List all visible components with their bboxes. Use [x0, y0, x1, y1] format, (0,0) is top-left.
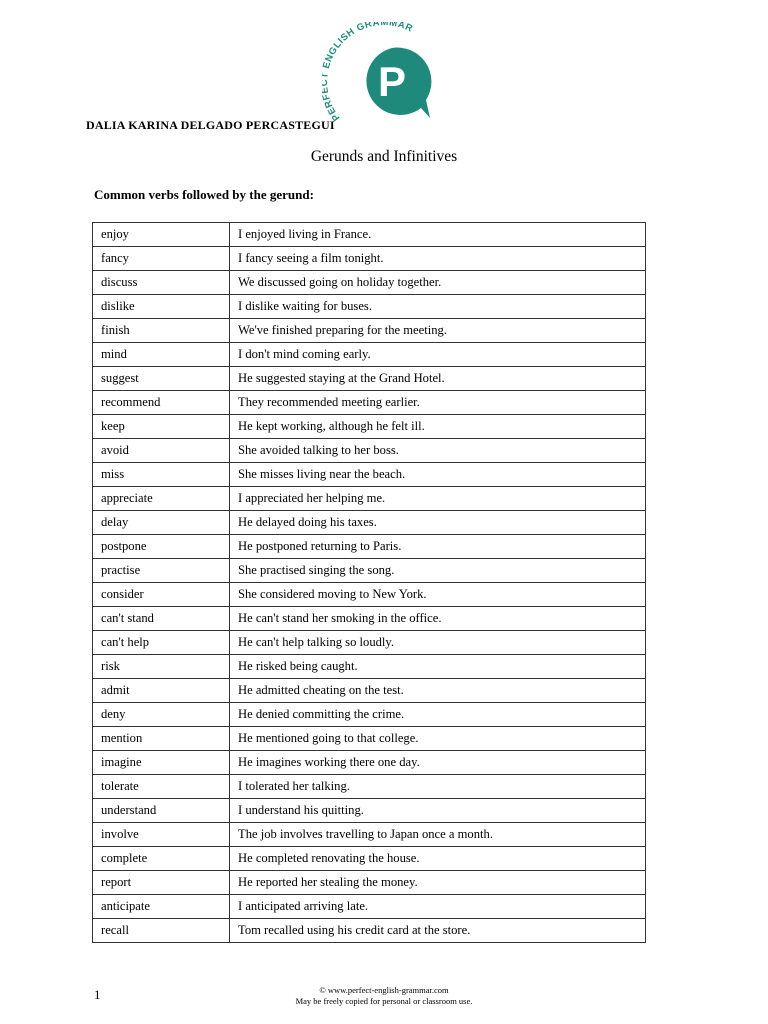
verb-cell: avoid — [93, 439, 230, 463]
example-cell: He can't stand her smoking in the office. — [230, 607, 646, 631]
table-row — [93, 727, 646, 751]
perfect-english-grammar-logo — [322, 22, 440, 126]
table-row — [93, 559, 646, 583]
footer — [0, 985, 768, 1007]
example-cell: I appreciated her helping me. — [230, 487, 646, 511]
verb-cell: enjoy — [93, 223, 230, 247]
example-cell: I tolerated her talking. — [230, 775, 646, 799]
example-cell: We've finished preparing for the meeting. — [230, 319, 646, 343]
verb-cell: report — [93, 871, 230, 895]
example-cell: He suggested staying at the Grand Hotel. — [230, 367, 646, 391]
example-cell: He imagines working there one day. — [230, 751, 646, 775]
table-row — [93, 631, 646, 655]
table-row — [93, 751, 646, 775]
verb-cell: delay — [93, 511, 230, 535]
table-row — [93, 271, 646, 295]
verb-cell: dislike — [93, 295, 230, 319]
example-cell: She considered moving to New York. — [230, 583, 646, 607]
table-row — [93, 391, 646, 415]
table-row — [93, 247, 646, 271]
table-row — [93, 607, 646, 631]
table-row — [93, 415, 646, 439]
verb-cell: imagine — [93, 751, 230, 775]
svg-text:P: P — [377, 58, 407, 105]
verb-cell: fancy — [93, 247, 230, 271]
table-row — [93, 511, 646, 535]
table-row — [93, 895, 646, 919]
verb-cell: miss — [93, 463, 230, 487]
example-cell: She practised singing the song. — [230, 559, 646, 583]
document-title: Gerunds and Infinitives — [310, 148, 458, 165]
copyright-text: © www.perfect-english-grammar.com — [319, 985, 449, 995]
author-name: DALIA KARINA DELGADO PERCASTEGUI — [86, 118, 335, 132]
verb-cell: mind — [93, 343, 230, 367]
gerund-verbs-table — [92, 222, 646, 943]
verb-cell: can't stand — [93, 607, 230, 631]
table-row — [93, 439, 646, 463]
verb-cell: tolerate — [93, 775, 230, 799]
table-row — [93, 775, 646, 799]
verb-cell: recommend — [93, 391, 230, 415]
permission-text: May be freely copied for personal or classroom use. — [295, 996, 473, 1006]
example-cell: I understand his quitting. — [230, 799, 646, 823]
verb-cell: can't help — [93, 631, 230, 655]
table-row — [93, 463, 646, 487]
table-row — [93, 871, 646, 895]
example-cell: He mentioned going to that college. — [230, 727, 646, 751]
verb-cell: discuss — [93, 271, 230, 295]
example-cell: He can't help talking so loudly. — [230, 631, 646, 655]
example-cell: I anticipated arriving late. — [230, 895, 646, 919]
verb-cell: practise — [93, 559, 230, 583]
verb-cell: deny — [93, 703, 230, 727]
table-row — [93, 223, 646, 247]
table-row — [93, 919, 646, 943]
verb-cell: anticipate — [93, 895, 230, 919]
table-row — [93, 679, 646, 703]
verb-cell: consider — [93, 583, 230, 607]
verb-cell: postpone — [93, 535, 230, 559]
example-cell: I fancy seeing a film tonight. — [230, 247, 646, 271]
table-row — [93, 319, 646, 343]
verb-cell: admit — [93, 679, 230, 703]
example-cell: He admitted cheating on the test. — [230, 679, 646, 703]
table-row — [93, 343, 646, 367]
example-cell: He postponed returning to Paris. — [230, 535, 646, 559]
section-heading: Common verbs followed by the gerund: — [94, 187, 314, 202]
example-cell: He delayed doing his taxes. — [230, 511, 646, 535]
verb-cell: involve — [93, 823, 230, 847]
verb-cell: risk — [93, 655, 230, 679]
table-row — [93, 799, 646, 823]
table-row — [93, 535, 646, 559]
verb-cell: mention — [93, 727, 230, 751]
example-cell: He risked being caught. — [230, 655, 646, 679]
example-cell: He denied committing the crime. — [230, 703, 646, 727]
example-cell: I enjoyed living in France. — [230, 223, 646, 247]
table-row — [93, 295, 646, 319]
example-cell: I don't mind coming early. — [230, 343, 646, 367]
table-row — [93, 367, 646, 391]
verb-cell: complete — [93, 847, 230, 871]
example-cell: The job involves travelling to Japan once a month. — [230, 823, 646, 847]
verb-cell: recall — [93, 919, 230, 943]
svg-text:PERFECT ENGLISH GRAMMAR: PER ENGLISH GRAMMAR — [322, 22, 415, 123]
table-body — [93, 223, 646, 943]
table-row — [93, 823, 646, 847]
verb-cell: finish — [93, 319, 230, 343]
example-cell: She avoided talking to her boss. — [230, 439, 646, 463]
example-cell: He reported her stealing the money. — [230, 871, 646, 895]
example-cell: We discussed going on holiday together. — [230, 271, 646, 295]
verb-cell: suggest — [93, 367, 230, 391]
table-row — [93, 487, 646, 511]
example-cell: I dislike waiting for buses. — [230, 295, 646, 319]
table-row — [93, 847, 646, 871]
speech-bubble-icon — [322, 22, 440, 126]
example-cell: They recommended meeting earlier. — [230, 391, 646, 415]
verb-cell: keep — [93, 415, 230, 439]
example-cell: Tom recalled using his credit card at the store. — [230, 919, 646, 943]
example-cell: He kept working, although he felt ill. — [230, 415, 646, 439]
table-row — [93, 583, 646, 607]
page-number: 1 — [94, 987, 101, 1002]
table-row — [93, 655, 646, 679]
verb-cell: appreciate — [93, 487, 230, 511]
verb-cell: understand — [93, 799, 230, 823]
example-cell: She misses living near the beach. — [230, 463, 646, 487]
example-cell: He completed renovating the house. — [230, 847, 646, 871]
table-row — [93, 703, 646, 727]
